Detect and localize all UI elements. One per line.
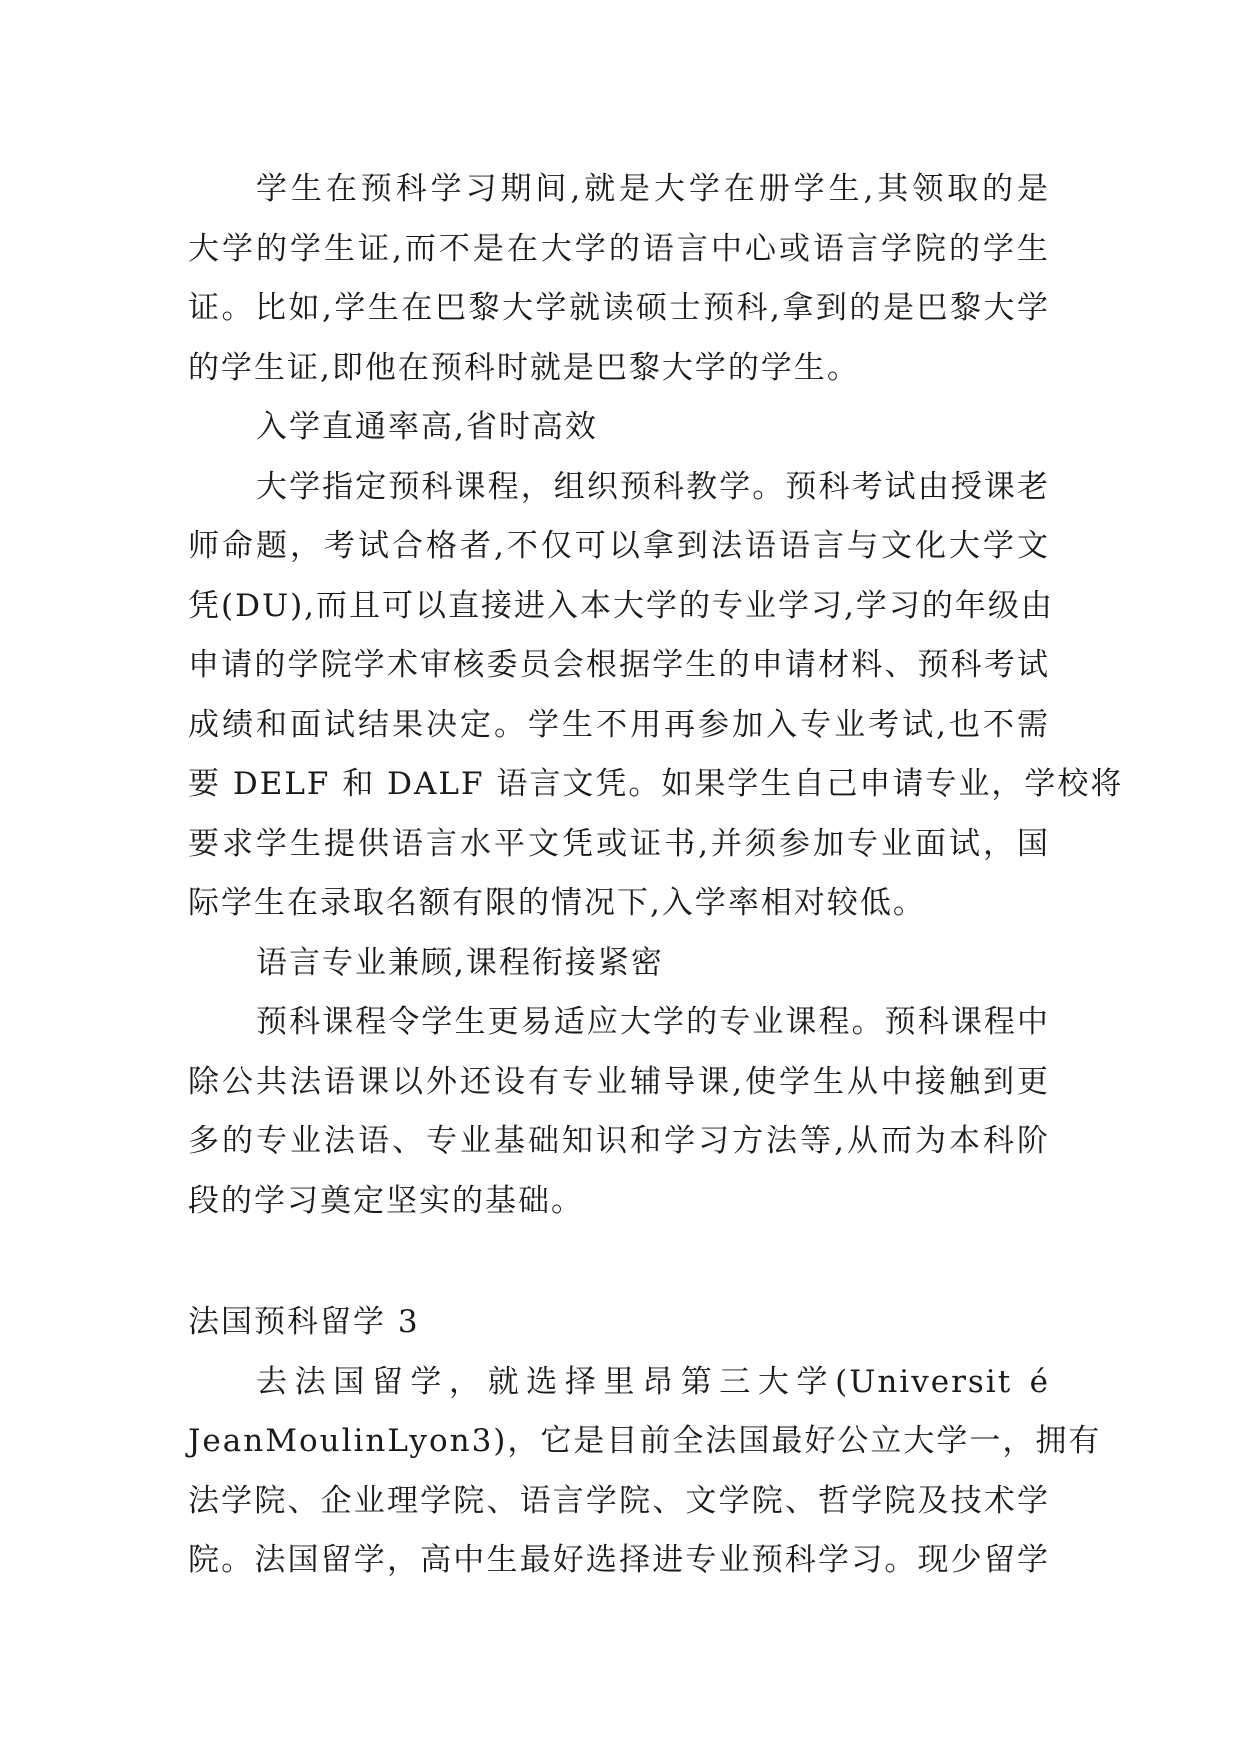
text-line: 学生在预科学习期间,就是大学在册学生,其领取的是: [256, 171, 1050, 207]
paragraph-courses: [188, 993, 1050, 1231]
text-line: 要求学生提供语言水平文凭或证书,并须参加专业面试，国: [188, 825, 1050, 862]
subheading-admission: [188, 398, 1050, 458]
text-line: 成绩和面试结果决定。学生不用再参加入专业考试,也不需: [188, 706, 1050, 743]
paragraph-student-status: [188, 160, 1050, 398]
subheading-text: 语言专业兼顾,课程衔接紧密: [256, 944, 664, 981]
text-line: 多的专业法语、专业基础知识和学习方法等,从而为本科阶: [188, 1123, 1050, 1159]
text-line: 预科课程令学生更易适应大学的专业课程。预科课程中: [256, 1004, 1050, 1040]
document-page: [188, 160, 1124, 1591]
text-line: 要 DELF 和 DALF 语言文凭。如果学生自己申请专业，学校将: [188, 766, 1124, 802]
paragraph-admission: [188, 458, 1124, 934]
section-spacer: [188, 1231, 1050, 1293]
text-line: 的学生证,即他在预科时就是巴黎大学的学生。: [188, 349, 860, 386]
text-line: 师命题，考试合格者,不仅可以拿到法语语言与文化大学文: [188, 528, 1050, 564]
text-line: 段的学习奠定坚实的基础。: [188, 1182, 584, 1219]
text-line: 院。法国留学，高中生最好选择进专业预科学习。现少留学: [188, 1542, 1050, 1578]
text-line: 证。比如,学生在巴黎大学就读硕士预科,拿到的是巴黎大学: [188, 290, 1050, 326]
text-line: 去法国留学，就选择里昂第三大学(Universit é: [256, 1363, 1050, 1400]
text-line: 大学指定预科课程，组织预科教学。预科考试由授课老: [256, 468, 1050, 505]
text-line: 除公共法语课以外还设有专业辅导课,使学生从中接触到更: [188, 1063, 1050, 1100]
text-line: 际学生在录取名额有限的情况下,入学率相对较低。: [188, 885, 926, 921]
subheading-text: 入学直通率高,省时高效: [256, 409, 598, 445]
text-line: 申请的学院学术审核委员会根据学生的申请材料、预科考试: [188, 647, 1050, 683]
text-line: 大学的学生证,而不是在大学的语言中心或语言学院的学生: [188, 230, 1050, 267]
section-title: 法国预科留学 3: [188, 1304, 420, 1340]
paragraph-lyon3: [188, 1353, 1102, 1591]
subheading-courses: [188, 934, 1050, 994]
text-line: 凭(DU),而且可以直接进入本大学的专业学习,学习的年级由: [188, 587, 1054, 624]
text-line: 法学院、企业理学院、语言学院、文学院、哲学院及技术学: [188, 1482, 1050, 1519]
text-line: JeanMoulinLyon3)，它是目前全法国最好公立大学一，拥有: [188, 1423, 1102, 1459]
